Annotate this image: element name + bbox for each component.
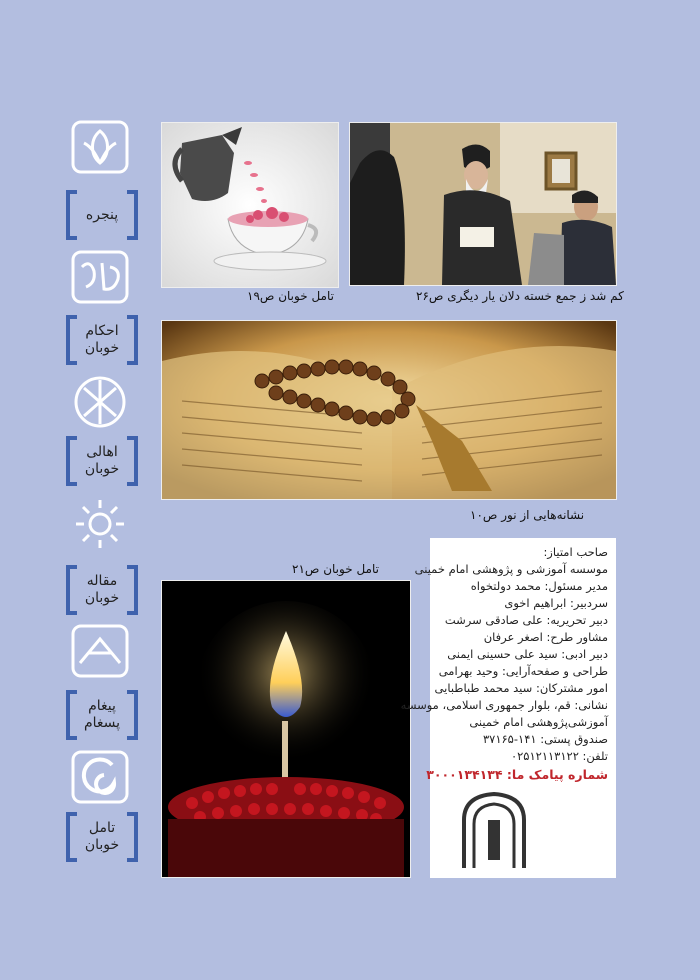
teacup-photo	[161, 122, 339, 288]
credit-editor-in-chief: سردبیر: ابراهیم اخوی	[504, 596, 608, 610]
credit-owner-label: صاحب امتیاز:	[543, 545, 608, 559]
section-maghaleh-khoban[interactable]: مقاله خوبان	[66, 565, 138, 615]
credit-layout: طراحی و صفحه‌آرایی: وحید بهرامی	[438, 664, 608, 678]
leaf-emblem-icon	[68, 118, 132, 176]
credits-box	[400, 538, 616, 878]
credit-literary-editor: دبیر ادبی: سید علی حسینی ایمنی	[447, 647, 608, 661]
leader-caption: کم شد ز جمع خسته دلان یار دیگری ص۲۶	[416, 289, 624, 303]
credit-editorial-secretary: دبیر تحریریه: علی صادقی سرشت	[444, 613, 608, 627]
credit-address-cont: آموزشی‌پژوهشی امام خمینی	[469, 715, 608, 729]
credit-po-box: صندوق پستی: ۱۴۱-۳۷۱۶۵	[482, 732, 608, 746]
leader-photo	[349, 122, 617, 286]
credit-director: مدیر مسئول: محمد دولتخواه	[470, 579, 608, 593]
candle-caption: تامل خوبان ص۲۱	[292, 562, 379, 576]
credit-address: نشانی: قم، بلوار جمهوری اسلامی، موسسه	[400, 698, 608, 712]
section-ahali-khoban[interactable]: اهالی خوبان	[66, 436, 138, 486]
quran-caption: نشانه‌هایی از نور ص۱۰	[470, 508, 585, 522]
teacup-caption: تامل خوبان ص۱۹	[247, 289, 334, 303]
credit-phone: تلفن: ۰۲۵۱۲۱۱۳۱۲۲	[510, 749, 608, 763]
section-ahkam-khoban[interactable]: احکام خوبان	[66, 315, 138, 365]
credit-owner: موسسه آموزشی و پژوهشی امام خمینی	[414, 562, 608, 576]
institute-logo	[454, 790, 534, 870]
candle-photo	[161, 580, 411, 878]
section-taammol-khoban[interactable]: تامل خوبان	[66, 812, 138, 862]
calligraphy-emblem-icon	[68, 248, 132, 306]
credit-subscriptions: امور مشترکان: سید محمد طباطبایی	[434, 681, 608, 695]
swirl-emblem-icon	[68, 748, 132, 806]
credit-design-advisor: مشاور طرح: اصغر عرفان	[483, 630, 608, 644]
section-peygham-pasgham[interactable]: پیغام پسغام	[66, 690, 138, 740]
pens-emblem-icon	[68, 373, 132, 431]
sun-emblem-icon	[68, 495, 132, 553]
quran-photo	[161, 320, 617, 500]
sms-number: شماره پیامک ما: ۳۰۰۰۱۳۴۱۳۴	[426, 767, 608, 782]
envelope-emblem-icon	[68, 622, 132, 680]
section-panjereh[interactable]: پنجره	[66, 190, 138, 240]
